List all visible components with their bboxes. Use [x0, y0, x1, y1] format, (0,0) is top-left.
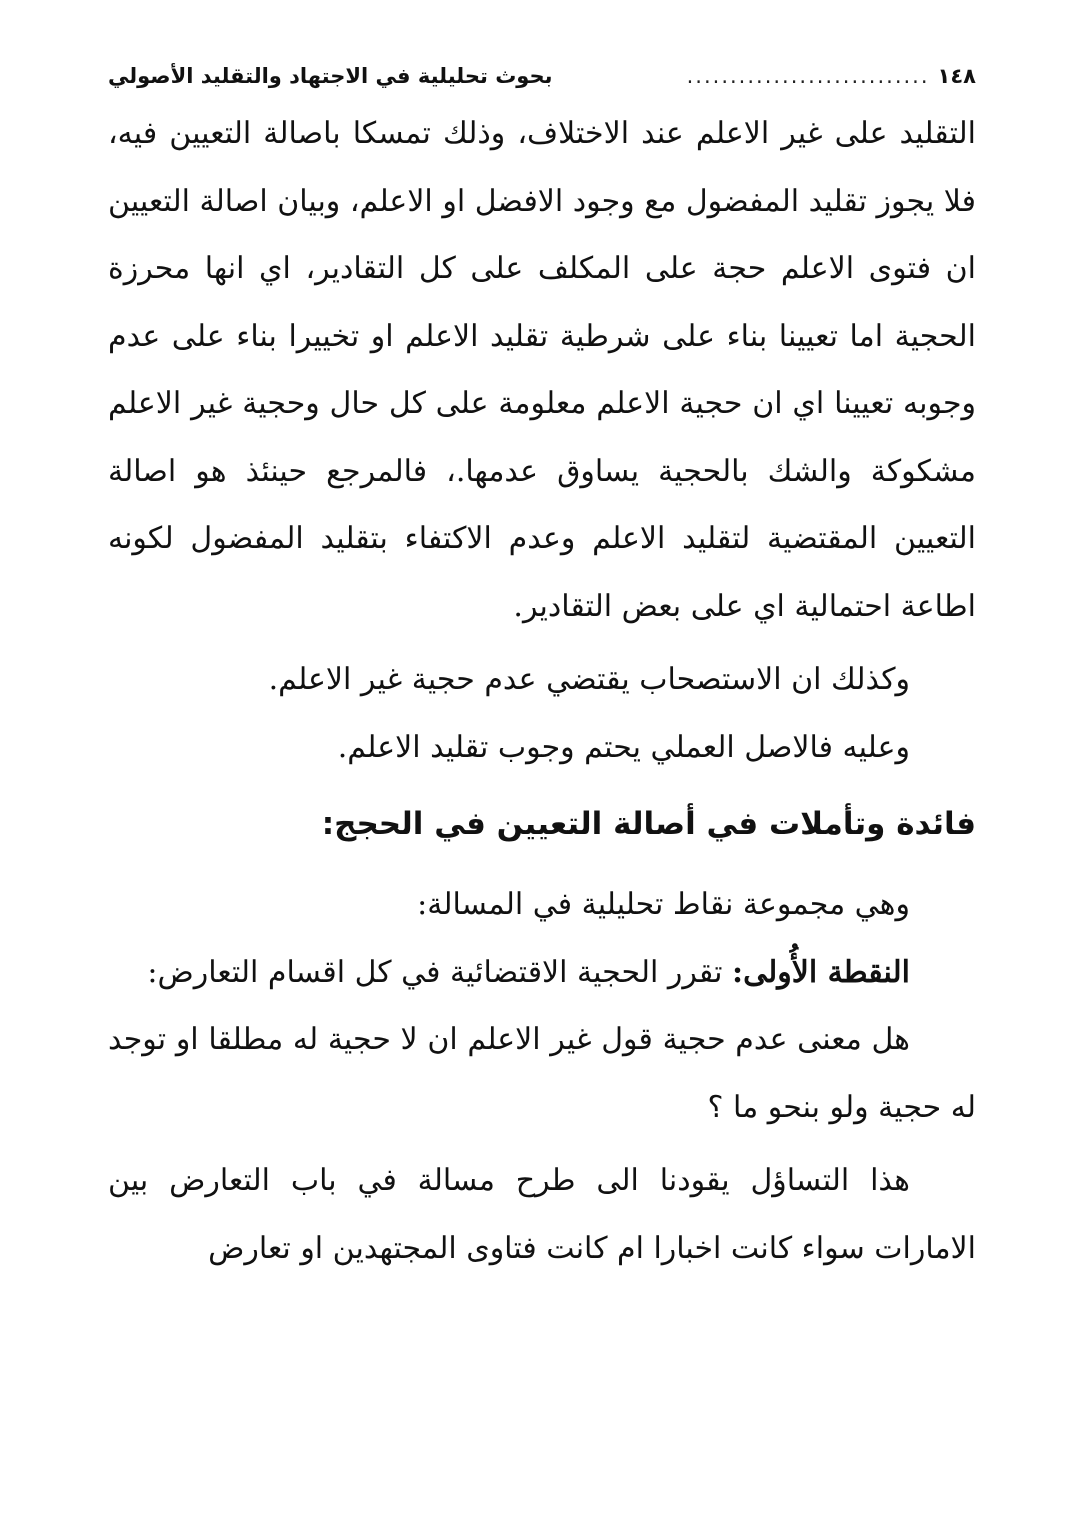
page-number: ١٤٨ [937, 64, 976, 88]
paragraph-istishab: وكذلك ان الاستصحاب يقتضي عدم حجية غير الاعلم. [268, 662, 910, 697]
running-title: بحوث تحليلية في الاجتهاد والتقليد الأصولي [108, 64, 553, 88]
point-one [108, 939, 976, 1007]
paragraph-question: هل معنى عدم حجية قول غير الاعلم ان لا حجية له مطلقا او توجد له حجية ولو بنحو ما ؟ [108, 1022, 976, 1125]
paragraph-intro-points: وهي مجموعة نقاط تحليلية في المسالة: [417, 887, 910, 922]
paragraph-continued: التقليد على غير الاعلم عند الاختلاف، وذلك تمسكا باصالة التعيين فيه، فلا يجوز تقليد المفضول مع وجود الافضل او الاعلم، وبيان اصالة التعيين ان فتوى الاعلم حجة على المكلف على كل التقادير، اي انها محرزة الحجية اما تعيينا بناء على شرطية تقليد الاعلم او تخييرا بناء على عدم وجوبه تعيينا اي ان حجية الاعلم معلومة على كل حال وحجية غير الاعلم مشكوكة والشك بالحجية يساوق عدمها.، فالمرجع حينئذ هو اصالة التعيين المقتضية لتقليد الاعلم وعدم الاكتفاء بتقليد المفضول لكونه اطاعة احتمالية اي على بعض التقادير. [108, 116, 976, 624]
point-one-label: النقطة الأُولى: [732, 954, 910, 990]
point-one-text: تقرر الحجية الاقتضائية في كل اقسام التعارض: [147, 954, 732, 990]
page-body [108, 100, 976, 1282]
book-page [108, 58, 976, 1282]
paragraph-conclusion: وعليه فالاصل العملي يحتم وجوب تقليد الاعلم. [337, 729, 910, 765]
section-heading: فائدة وتأملات في أصالة التعيين في الحجج: [321, 806, 976, 842]
paragraph-discussion: هذا التساؤل يقودنا الى طرح مسالة في باب التعارض بين الامارات سواء كانت اخبارا ام كانت فتاوى المجتهدين او تعارض [108, 1163, 976, 1266]
header-leader-dots: ............................ [686, 64, 930, 88]
page-header [108, 58, 976, 100]
